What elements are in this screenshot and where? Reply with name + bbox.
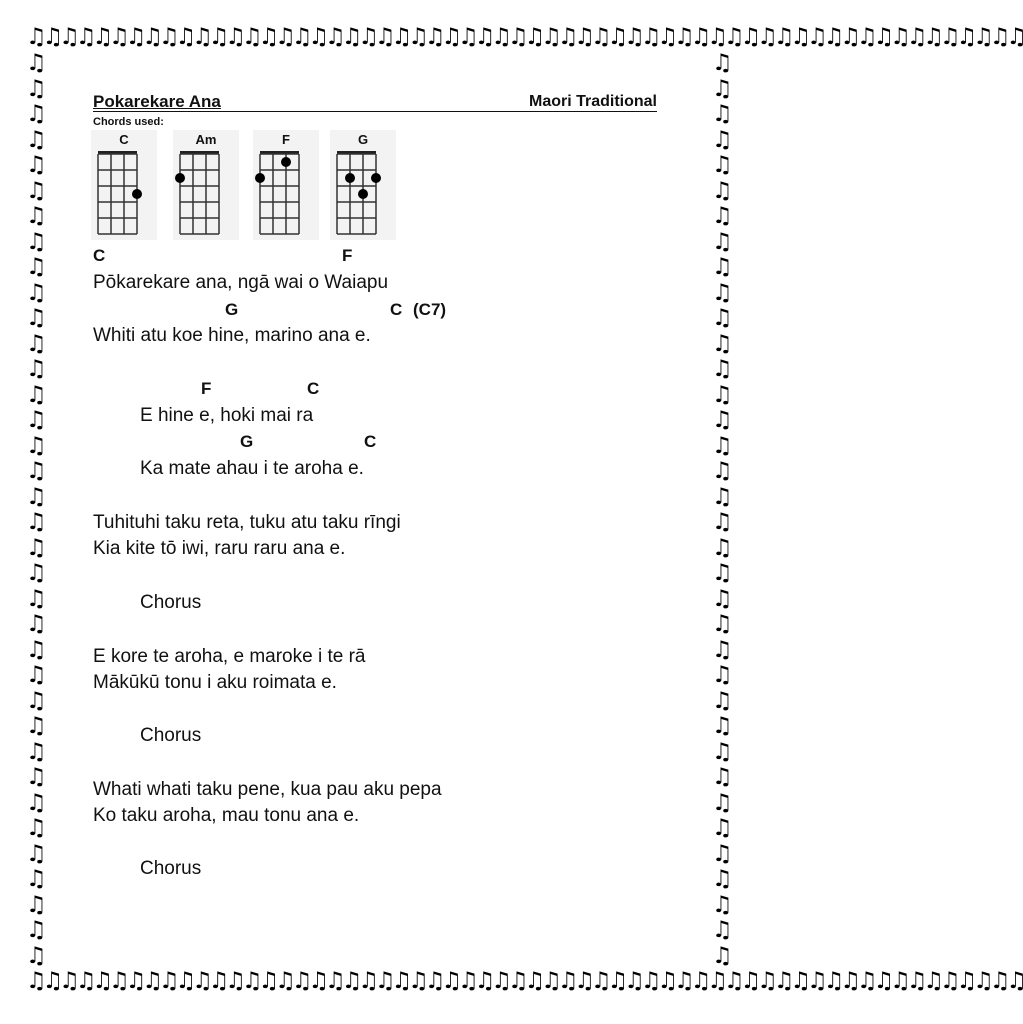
music-note-icon: ♫ bbox=[712, 407, 733, 433]
music-note-icon: ♫ bbox=[712, 764, 733, 790]
chord-symbol: C bbox=[93, 246, 106, 265]
music-note-icon: ♫ bbox=[712, 279, 733, 306]
chord-grid bbox=[253, 130, 319, 240]
music-note-icon: ♫ bbox=[712, 611, 733, 637]
lyric-line: Whiti atu koe hine, marino ana e. bbox=[93, 325, 371, 346]
chord-name: Am bbox=[195, 132, 217, 147]
chord-name: C bbox=[119, 132, 129, 147]
music-note-icon: ♫ bbox=[26, 891, 47, 918]
music-note-icon: ♫ bbox=[26, 126, 47, 153]
music-note-icon: ♫ bbox=[26, 101, 47, 127]
music-note-icon: ♫ bbox=[712, 917, 733, 943]
chord-symbol: C bbox=[364, 432, 377, 451]
chord-grid bbox=[91, 130, 157, 240]
music-note-icon: ♫ bbox=[712, 381, 733, 408]
finger-dot bbox=[345, 173, 355, 183]
music-note-icon: ♫ bbox=[712, 713, 733, 739]
lyric-line: Ka mate ahau i te aroha e. bbox=[140, 458, 364, 479]
music-note-icon: ♫ bbox=[26, 662, 47, 688]
finger-dot bbox=[175, 173, 185, 183]
music-note-icon: ♫ bbox=[26, 866, 47, 892]
music-note-icon: ♫ bbox=[26, 152, 47, 178]
music-note-icon: ♫ bbox=[26, 815, 47, 841]
music-note-icon: ♫ bbox=[712, 177, 733, 204]
music-note-icon: ♫ bbox=[26, 764, 47, 790]
finger-dot bbox=[132, 189, 142, 199]
music-note-icon: ♫ bbox=[26, 305, 47, 331]
music-note-icon: ♫ bbox=[712, 738, 733, 765]
lyric-line: Whati whati taku pene, kua pau aku pepa bbox=[93, 779, 442, 800]
music-note-icon: ♫ bbox=[26, 458, 47, 484]
lyric-line: E hine e, hoki mai ra bbox=[140, 405, 314, 426]
music-note-icon: ♫ bbox=[712, 815, 733, 841]
chorus-reference: Chorus bbox=[140, 858, 202, 879]
music-note-icon: ♫ bbox=[712, 866, 733, 892]
music-note-icon: ♫ bbox=[712, 356, 733, 382]
chord-symbol: C bbox=[307, 379, 320, 398]
music-note-icon: ♫ bbox=[712, 101, 733, 127]
chorus-reference: Chorus bbox=[140, 592, 202, 613]
music-note-icon: ♫ bbox=[26, 713, 47, 739]
music-note-icon: ♫ bbox=[26, 75, 47, 102]
song-attribution: Maori Traditional bbox=[528, 93, 657, 110]
chord-symbol: G bbox=[240, 432, 254, 451]
finger-dot bbox=[255, 173, 265, 183]
lyric-line: Mākūkū tonu i aku roimata e. bbox=[93, 672, 337, 693]
music-note-icon: ♫ bbox=[26, 611, 47, 637]
music-note-icon: ♫ bbox=[26, 279, 47, 306]
chord-grid bbox=[173, 130, 239, 240]
chord-symbol: F bbox=[201, 379, 212, 398]
chord-diagram-f bbox=[253, 130, 319, 240]
music-note-icon: ♫ bbox=[712, 891, 733, 918]
music-note-border-bottom: ♫♫♫♫♫♫♫♫♫♫♫♫♫♫♫♫♫♫♫♫♫♫♫♫♫♫♫♫♫♫♫♫♫♫♫♫♫♫♫♫♫♫♫♫♫♫♫♫♫♫♫♫♫♫♫♫♫♫♫♫ bbox=[26, 968, 1023, 994]
music-note-icon: ♫ bbox=[712, 687, 733, 714]
music-note-icon: ♫ bbox=[712, 585, 733, 612]
music-note-icon: ♫ bbox=[712, 50, 733, 76]
music-note-icon: ♫ bbox=[712, 483, 733, 510]
lyric-line: Pōkarekare ana, ngā wai o Waiapu bbox=[93, 272, 389, 293]
music-note-icon: ♫ bbox=[712, 534, 733, 561]
chorus-reference: Chorus bbox=[140, 725, 202, 746]
music-note-icon: ♫ bbox=[26, 636, 47, 663]
music-note-icon: ♫ bbox=[26, 509, 47, 535]
chord-diagram-g bbox=[330, 130, 396, 240]
music-note-icon: ♫ bbox=[712, 152, 733, 178]
music-note-icon: ♫ bbox=[712, 942, 733, 969]
music-note-icon: ♫ bbox=[26, 330, 47, 357]
music-note-icon: ♫ bbox=[26, 381, 47, 408]
music-note-icon: ♫ bbox=[712, 662, 733, 688]
music-note-icon: ♫ bbox=[26, 432, 47, 459]
music-note-icon: ♫ bbox=[26, 177, 47, 204]
finger-dot bbox=[358, 189, 368, 199]
music-note-icon: ♫ bbox=[26, 534, 47, 561]
music-note-icon: ♫ bbox=[26, 50, 47, 76]
music-note-icon: ♫ bbox=[712, 254, 733, 280]
music-note-icon: ♫ bbox=[26, 942, 47, 969]
music-note-icon: ♫ bbox=[712, 432, 733, 459]
music-note-icon: ♫ bbox=[712, 840, 733, 867]
lyric-line: Tuhituhi taku reta, tuku atu taku rīngi bbox=[93, 512, 401, 533]
chord-symbol: G bbox=[225, 300, 239, 319]
music-note-icon: ♫ bbox=[712, 126, 733, 153]
music-note-icon: ♫ bbox=[26, 917, 47, 943]
music-note-icon: ♫ bbox=[712, 458, 733, 484]
chord-symbol: C bbox=[390, 300, 403, 319]
chord-name: G bbox=[357, 132, 369, 147]
song-title: Pokarekare Ana bbox=[93, 92, 221, 111]
chord-diagram-c bbox=[91, 130, 157, 240]
chord-symbol: F bbox=[342, 246, 353, 265]
music-note-icon: ♫ bbox=[26, 738, 47, 765]
lyric-line: Kia kite tō iwi, raru raru ana e. bbox=[93, 538, 346, 559]
music-note-border-right bbox=[712, 52, 742, 972]
finger-dot bbox=[371, 173, 381, 183]
music-note-icon: ♫ bbox=[26, 687, 47, 714]
music-note-icon: ♫ bbox=[26, 585, 47, 612]
music-note-icon: ♫ bbox=[26, 356, 47, 382]
music-note-icon: ♫ bbox=[712, 636, 733, 663]
music-note-icon: ♫ bbox=[26, 789, 47, 816]
music-note-border-top: ♫♫♫♫♫♫♫♫♫♫♫♫♫♫♫♫♫♫♫♫♫♫♫♫♫♫♫♫♫♫♫♫♫♫♫♫♫♫♫♫♫♫♫♫♫♫♫♫♫♫♫♫♫♫♫♫♫♫♫♫ bbox=[26, 24, 1023, 50]
music-note-border-left bbox=[26, 52, 56, 972]
music-note-icon: ♫ bbox=[26, 407, 47, 433]
music-note-icon: ♫ bbox=[712, 228, 733, 255]
lyric-line: E kore te aroha, e maroke i te rā bbox=[93, 646, 366, 667]
music-note-icon: ♫ bbox=[712, 330, 733, 357]
music-note-icon: ♫ bbox=[712, 75, 733, 102]
music-note-icon: ♫ bbox=[26, 483, 47, 510]
music-note-icon: ♫ bbox=[712, 203, 733, 229]
lyric-line: Ko taku aroha, mau tonu ana e. bbox=[93, 805, 360, 826]
music-note-icon: ♫ bbox=[26, 560, 47, 586]
chord-diagram-am bbox=[173, 130, 239, 240]
title-divider bbox=[93, 111, 657, 112]
music-note-icon: ♫ bbox=[712, 305, 733, 331]
chords-used-label: Chords used: bbox=[93, 116, 164, 128]
music-note-icon: ♫ bbox=[26, 254, 47, 280]
chord-grid bbox=[330, 130, 396, 240]
music-note-icon: ♫ bbox=[712, 789, 733, 816]
music-note-icon: ♫ bbox=[712, 560, 733, 586]
chord-name: F bbox=[282, 132, 290, 147]
music-note-icon: ♫ bbox=[26, 203, 47, 229]
chord-symbol: (C7) bbox=[413, 300, 447, 319]
music-note-icon: ♫ bbox=[712, 509, 733, 535]
music-note-icon: ♫ bbox=[26, 228, 47, 255]
music-note-icon: ♫ bbox=[26, 840, 47, 867]
finger-dot bbox=[281, 157, 291, 167]
